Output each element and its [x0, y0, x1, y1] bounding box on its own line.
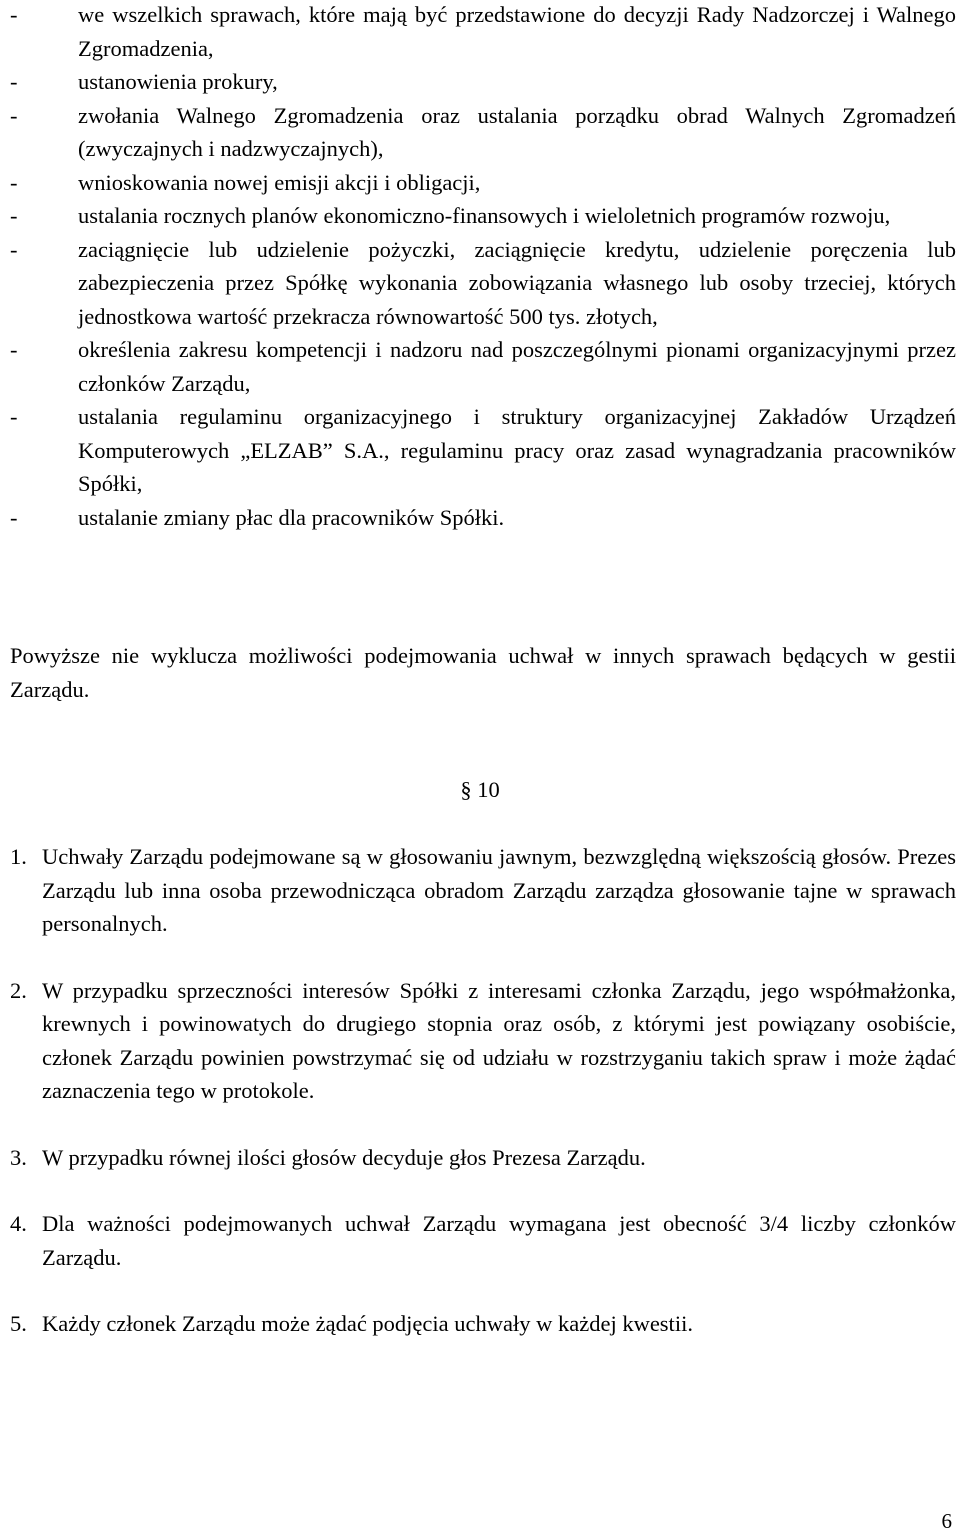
section-heading: § 10 [460, 777, 500, 802]
list-bullet: - [10, 203, 18, 228]
list-item-text: zaciągnięcie lub udzielenie pożyczki, zaciągnięcie kredytu, udzielenie poręczenia lub zabezpieczenia przez Spółkę wykonania zobowiązania własnego lub osoby trzeciej, których jednostkowa wartość przekracza równowartość 500 tys. złotych, [78, 236, 956, 329]
item-text: W przypadku sprzeczności interesów Spółki z interesami członka Zarządu, jego współmałżonka, krewnych i powinowatych do drugiego stopnia oraz osób, z którymi jest powiązany osobiście, członek Zarządu powinien powstrzymać się od udziału w rozstrzyganiu takich spraw i może żądać zaznaczenia tego w protokole. [42, 977, 956, 1103]
item-text: W przypadku równej ilości głosów decyduje głos Prezesa Zarządu. [42, 1144, 646, 1170]
list-item [10, 0, 956, 65]
list-item [10, 65, 956, 99]
list-item [10, 400, 956, 501]
item-text: Każdy członek Zarządu może żądać podjęcia uchwały w każdej kwestii. [42, 1311, 693, 1336]
dash-list [10, 0, 956, 534]
item-number: 1. [10, 844, 27, 869]
list-item [10, 501, 956, 535]
numbered-item [10, 1207, 956, 1274]
list-item [10, 199, 956, 233]
list-bullet: - [10, 69, 18, 94]
numbered-list [10, 840, 956, 1374]
item-text: Uchwały Zarządu podejmowane są w głosowaniu jawnym, bezwzględną większością głosów. Prezes Zarządu lub inna osoba przewodnicząca obradom Zarządu zarządza głosowanie tajne w sprawach personalnych. [42, 844, 956, 936]
list-item [10, 166, 956, 200]
summary-paragraph: Powyższe nie wyklucza możliwości podejmowania uchwał w innych sprawach będących w gestii Zarządu. [10, 643, 956, 702]
list-bullet: - [10, 169, 18, 195]
item-text: Dla ważności podejmowanych uchwał Zarządu wymagana jest obecność 3/4 liczby członków Zarządu. [42, 1211, 956, 1270]
list-bullet: - [10, 337, 18, 362]
numbered-item [10, 974, 956, 1108]
list-item [10, 233, 956, 334]
list-item-text: zwołania Walnego Zgromadzenia oraz ustalania porządku obrad Walnych Zgromadzeń (zwyczajnych i nadzwyczajnych), [78, 102, 956, 161]
list-bullet: - [10, 236, 18, 262]
list-item-text: wnioskowania nowej emisji akcji i obligacji, [78, 169, 481, 195]
list-item-text: ustalanie zmiany płac dla pracowników Spółki. [78, 504, 505, 530]
numbered-item [10, 1141, 956, 1175]
list-bullet: - [10, 404, 18, 429]
list-item-text: ustanowienia prokury, [78, 69, 278, 94]
list-item-text: ustalania regulaminu organizacyjnego i struktury organizacyjnej Zakładów Urządzeń Komputerowych „ELZAB” S.A., regulaminu pracy oraz zasad wynagradzania pracowników Spółki, [78, 404, 956, 496]
numbered-item [10, 1307, 956, 1341]
item-number: 4. [10, 1211, 27, 1236]
list-bullet: - [10, 2, 18, 27]
item-number: 2. [10, 977, 27, 1003]
list-item-text: ustalania rocznych planów ekonomiczno-finansowych i wieloletnich programów rozwoju, [78, 203, 891, 228]
item-number: 3. [10, 1144, 27, 1170]
numbered-item [10, 840, 956, 941]
page-number: 6 [941, 1509, 952, 1533]
item-number: 5. [10, 1311, 27, 1336]
list-item-text: określenia zakresu kompetencji i nadzoru nad poszczególnymi pionami organizacyjnymi przez członków Zarządu, [78, 337, 956, 396]
list-item [10, 333, 956, 400]
list-bullet: - [10, 102, 18, 128]
list-bullet: - [10, 504, 18, 530]
list-item [10, 99, 956, 166]
list-item-text: we wszelkich sprawach, które mają być przedstawione do decyzji Rady Nadzorczej i Walnego Zgromadzenia, [78, 2, 956, 61]
